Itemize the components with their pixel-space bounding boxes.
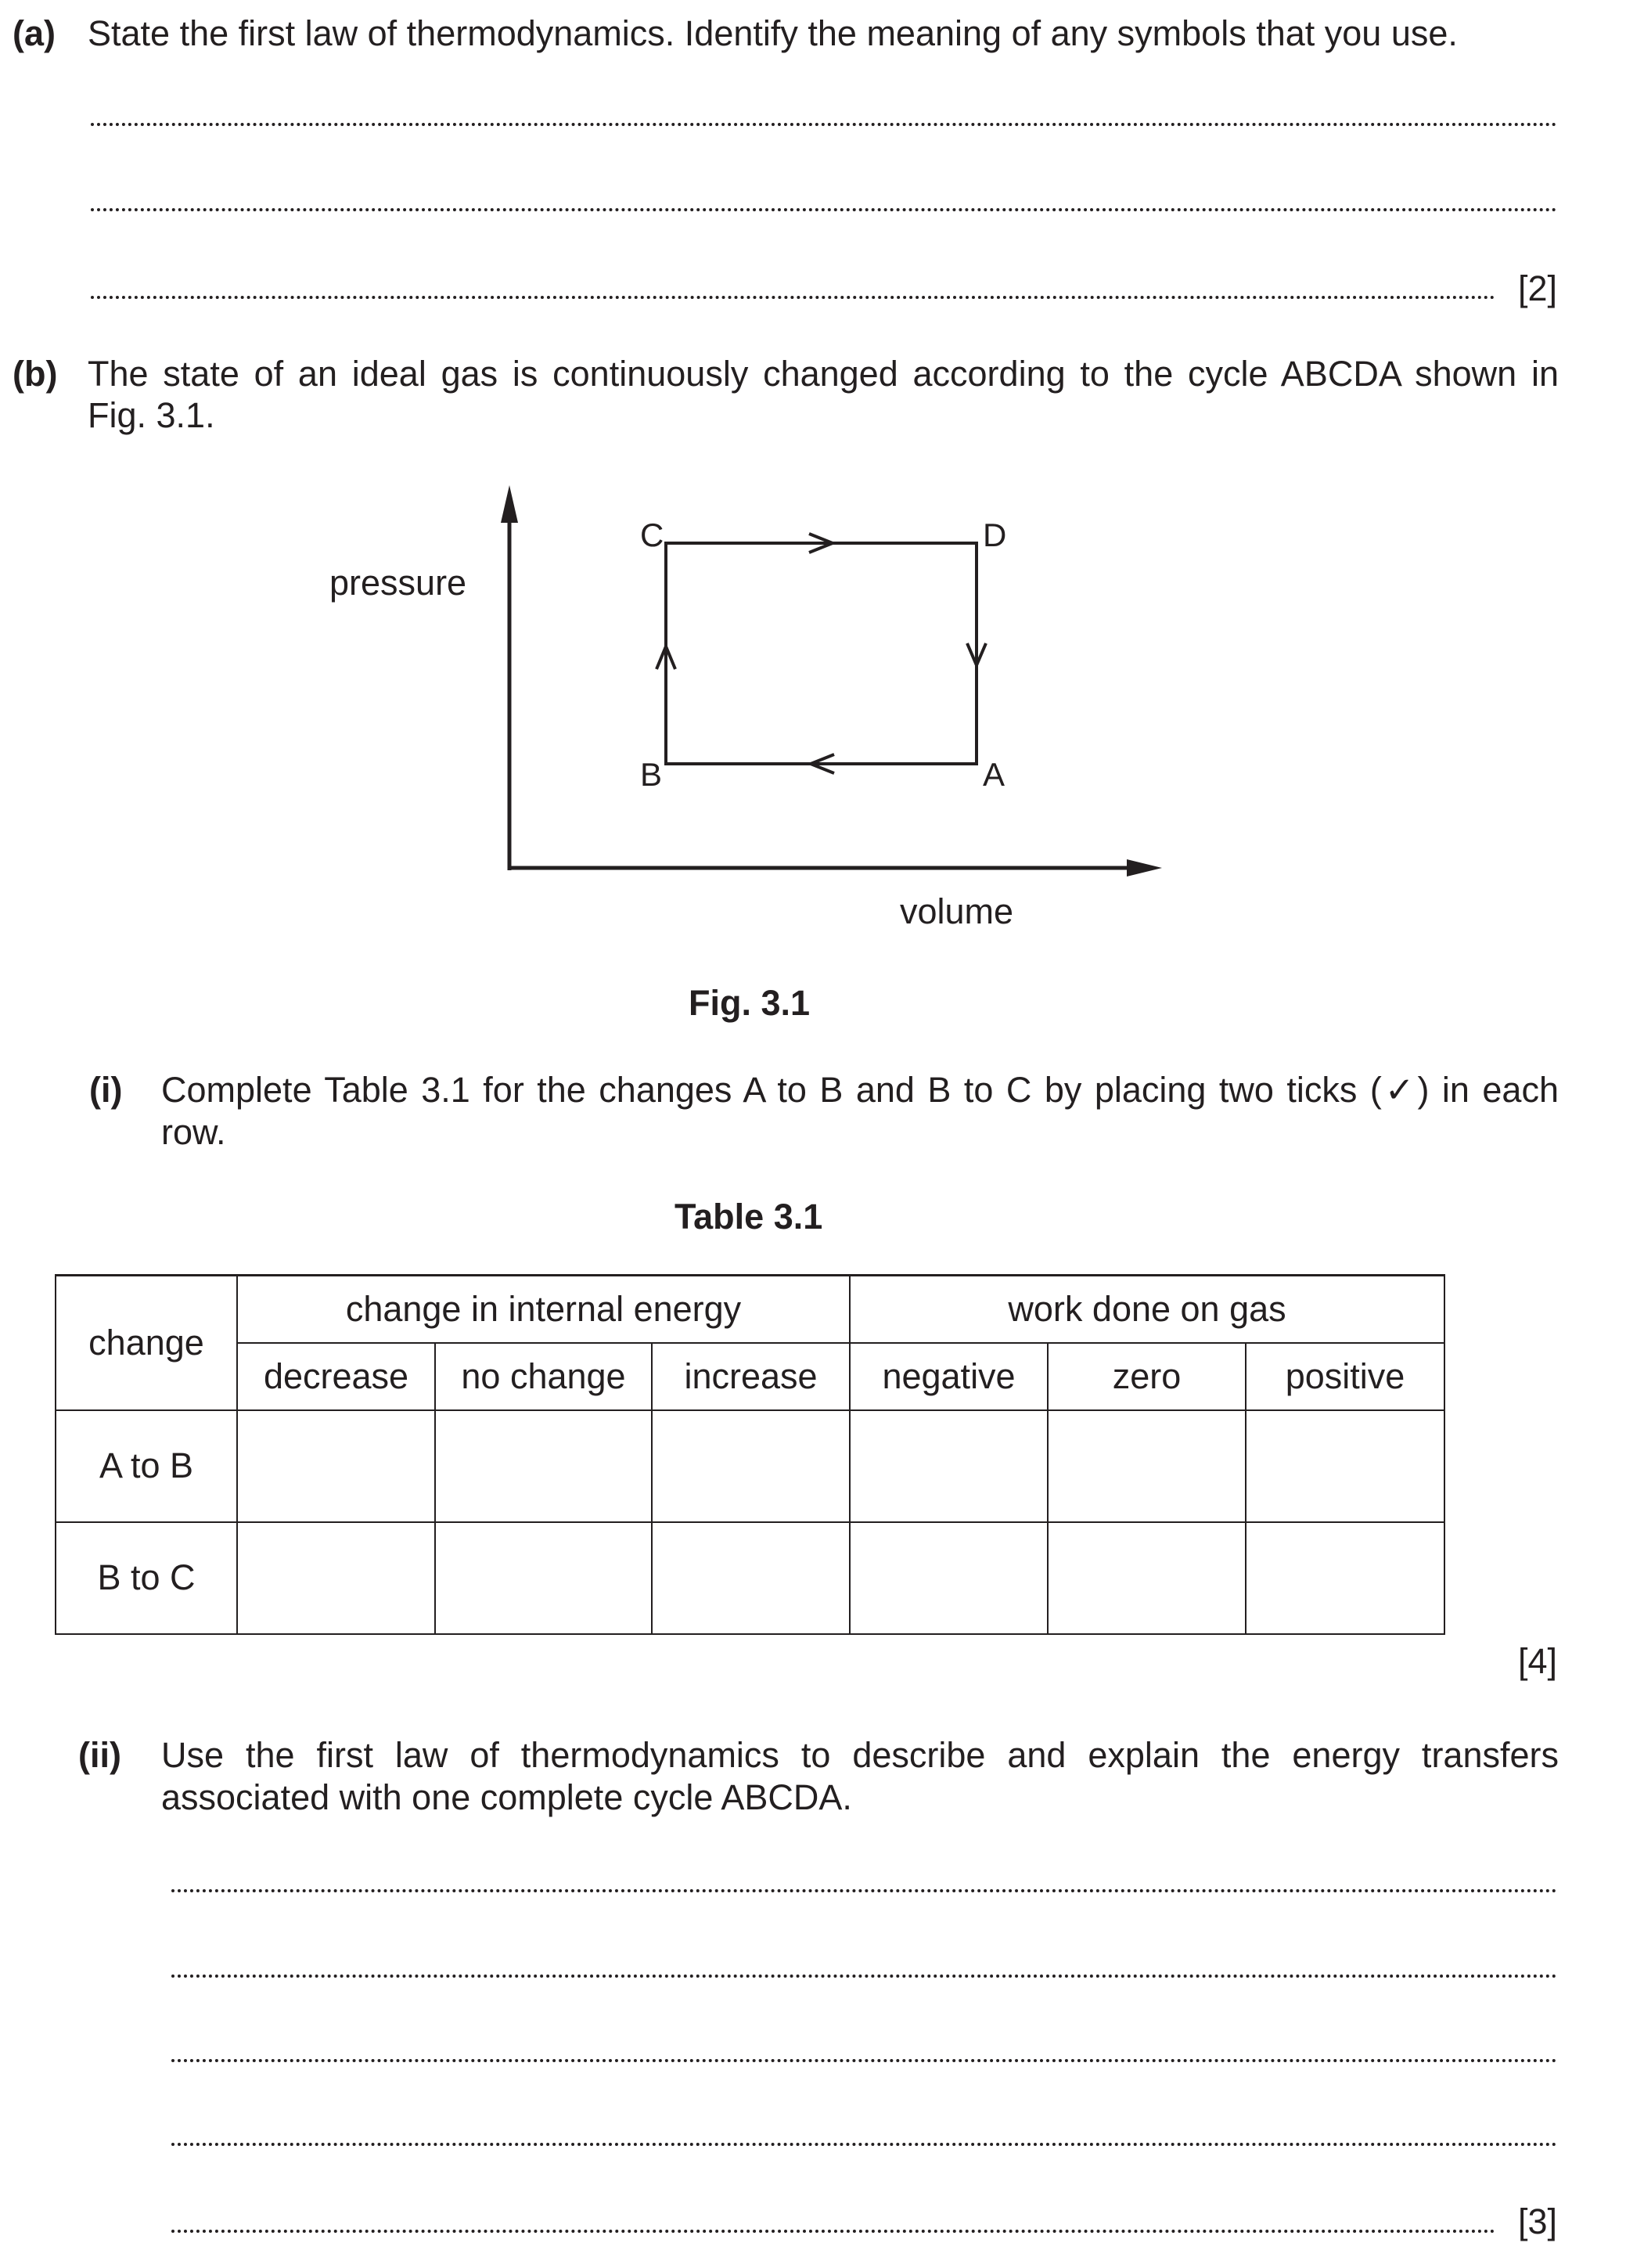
y-axis-label: pressure	[329, 563, 467, 603]
group-header-internal-energy: change in internal energy	[345, 1288, 742, 1329]
answer-line[interactable]	[171, 2143, 1557, 2146]
tick-cell[interactable]	[237, 1410, 435, 1522]
part-b-i-label: (i)	[89, 1070, 123, 1110]
marks-label: [4]	[1518, 1641, 1558, 1681]
pv-diagram	[0, 470, 1644, 1017]
tick-cell[interactable]	[1246, 1522, 1444, 1634]
part-b-ii-label: (ii)	[78, 1735, 121, 1775]
answer-line[interactable]	[171, 1975, 1557, 1978]
tick-cell[interactable]	[435, 1410, 652, 1522]
tick-cell[interactable]	[652, 1410, 850, 1522]
tick-cell[interactable]	[1048, 1522, 1246, 1634]
tick-cell[interactable]	[652, 1522, 850, 1634]
column-header: zero	[1048, 1343, 1246, 1410]
part-b-ii-question-line: associated with one complete cycle ABCDA.	[161, 1777, 852, 1817]
column-header: negative	[850, 1343, 1048, 1410]
part-b-ii-question-line: Use the first law of thermodynamics to describe and explain the energy transfers	[161, 1735, 1559, 1775]
tick-cell[interactable]	[850, 1410, 1048, 1522]
answer-line[interactable]	[91, 123, 1557, 126]
part-b-i-question-line: Complete Table 3.1 for the changes A to B and B to C by placing two ticks (✓) in each	[161, 1070, 1559, 1110]
part-b-i-question-line: row.	[161, 1112, 226, 1152]
group-header-cell	[237, 1276, 850, 1343]
part-b-label: (b)	[13, 354, 58, 394]
column-header: positive	[1246, 1343, 1444, 1410]
group-header-work-done: work done on gas	[1008, 1288, 1286, 1329]
tick-cell[interactable]	[850, 1522, 1048, 1634]
answer-line[interactable]	[91, 208, 1557, 211]
x-axis-arrowhead	[1127, 859, 1162, 877]
marks-label: [3]	[1518, 2201, 1558, 2241]
cycle-abcda	[666, 543, 977, 764]
part-a-question: State the first law of thermodynamics. Identify the meaning of any symbols that you use.	[88, 13, 1458, 53]
row-label: A to B	[56, 1410, 237, 1522]
marks-label: [2]	[1518, 268, 1558, 308]
part-a-label: (a)	[13, 13, 56, 53]
part-b-question-line: The state of an ideal gas is continuously changed according to the cycle ABCDA shown in	[88, 354, 1559, 394]
tick-cell[interactable]	[1048, 1410, 1246, 1522]
answer-line[interactable]	[171, 2230, 1495, 2233]
point-label-a: A	[983, 756, 1005, 793]
y-axis-arrowhead	[501, 485, 518, 523]
answer-line[interactable]	[171, 2059, 1557, 2062]
group-header-cell	[850, 1276, 1444, 1343]
table-3-1	[55, 1274, 1445, 1635]
row-header: change	[88, 1322, 204, 1363]
table-caption: Table 3.1	[675, 1197, 823, 1237]
x-axis-label: volume	[900, 891, 1014, 931]
column-header: decrease	[237, 1343, 435, 1410]
point-label-c: C	[640, 517, 664, 553]
answer-line[interactable]	[91, 296, 1495, 299]
tick-cell[interactable]	[1246, 1410, 1444, 1522]
tick-cell[interactable]	[237, 1522, 435, 1634]
part-b-question-line: Fig. 3.1.	[88, 395, 215, 435]
tick-cell[interactable]	[435, 1522, 652, 1634]
figure-caption: Fig. 3.1	[689, 983, 811, 1023]
point-label-d: D	[983, 517, 1007, 553]
column-header: no change	[435, 1343, 652, 1410]
answer-line[interactable]	[171, 1889, 1557, 1892]
column-header: increase	[652, 1343, 850, 1410]
point-label-b: B	[640, 756, 663, 793]
row-label: B to C	[56, 1522, 237, 1634]
row-header-cell	[56, 1276, 237, 1410]
